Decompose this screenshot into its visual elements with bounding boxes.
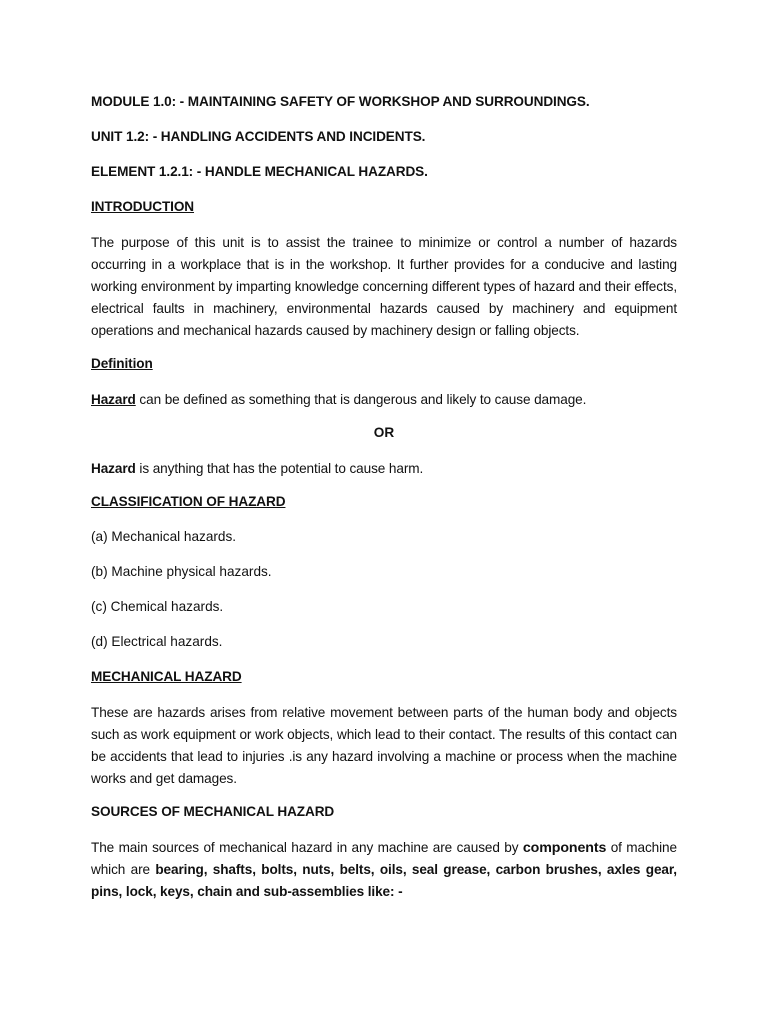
introduction-heading: INTRODUCTION — [91, 199, 195, 214]
classification-item: (c) Chemical hazards. — [91, 599, 224, 614]
unit-heading: UNIT 1.2: - HANDLING ACCIDENTS AND INCIDENTS. — [91, 129, 426, 144]
sources-text-b: of machine which are — [91, 840, 677, 877]
element-heading: ELEMENT 1.2.1: - HANDLE MECHANICAL HAZARDS. — [91, 164, 428, 179]
definition-1 — [91, 389, 677, 411]
sources-components: components — [522, 840, 607, 856]
module-heading: MODULE 1.0: - MAINTAINING SAFETY OF WORKSHOP AND SURROUNDINGS. — [91, 94, 590, 109]
definition-heading: Definition — [91, 356, 153, 371]
definition-1-text: can be defined as something that is dangerous and likely to cause damage. — [135, 392, 587, 407]
classification-item: (d) Electrical hazards. — [91, 634, 223, 649]
sources-paragraph — [91, 837, 677, 903]
mechanical-hazard-paragraph: These are hazards arises from relative movement between parts of the human body and objects such as work equipment or work objects, which lead to their contact. The results of this contact can be accidents that lead to injuries .is any hazard involving a machine or process when the machine works and get damages. — [91, 705, 677, 786]
definition-2 — [91, 458, 677, 480]
sources-text-a: The main sources of mechanical hazard in any machine are caused by — [91, 840, 523, 855]
definition-2-term: Hazard — [91, 461, 136, 476]
introduction-paragraph: The purpose of this unit is to assist the trainee to minimize or control a number of hazards occurring in a workplace that is in the workshop. It further provides for a conducive and lasting working environment by imparting knowledge concerning different types of hazard and their effects, electrical faults in machinery, environmental hazards caused by machinery and equipment operations and mechanical hazards caused by machinery design or falling objects. — [91, 235, 677, 338]
classification-heading: CLASSIFICATION OF HAZARD — [91, 494, 286, 509]
classification-item: (a) Mechanical hazards. — [91, 529, 237, 544]
or-separator: OR — [373, 425, 395, 440]
definition-2-text: is anything that has the potential to cause harm. — [135, 461, 424, 476]
sources-heading: SOURCES OF MECHANICAL HAZARD — [91, 804, 335, 819]
sources-components-list: bearing, shafts, bolts, nuts, belts, oils, seal grease, carbon brushes, axles gear, pins, lock, keys, chain and sub-assemblies like: - — [91, 862, 677, 899]
classification-item: (b) Machine physical hazards. — [91, 564, 272, 579]
mechanical-hazard-heading: MECHANICAL HAZARD — [91, 669, 242, 684]
definition-1-term: Hazard — [91, 392, 136, 407]
